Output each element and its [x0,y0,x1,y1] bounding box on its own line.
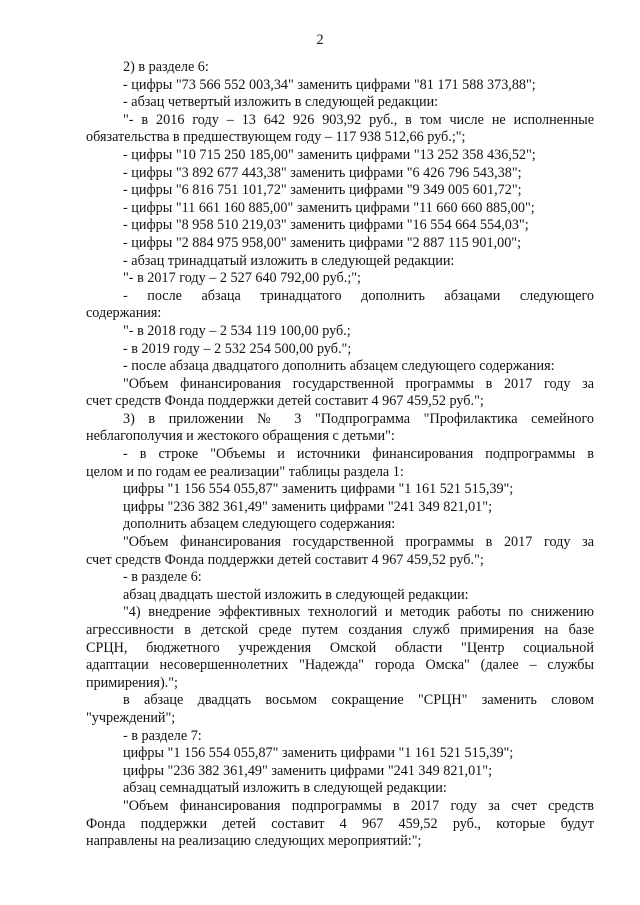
text-line: направлены на реализацию следующих мероприятий:"; [86,833,422,850]
text-line: примирения)."; [86,674,178,691]
text-line: "4) внедрение эффективных технологий и методик работы по снижению [123,604,594,621]
text-line: "- в 2016 году – 13 642 926 903,92 руб., в том числе не исполненные [123,111,594,128]
text-line: дополнить абзацем следующего содержания: [123,516,396,533]
text-line: счет средств Фонда поддержки детей составит 4 967 459,52 руб."; [86,551,484,568]
text-line: содержания: [86,305,162,322]
text-line: - цифры "3 892 677 443,38" заменить цифрами "6 426 796 543,38"; [123,164,522,181]
text-line: - цифры "2 884 975 958,00" заменить цифрами "2 887 115 901,00"; [123,234,522,251]
text-line: - цифры "8 958 510 219,03" заменить цифрами "16 554 664 554,03"; [123,217,529,234]
text-line: СРЦН, бюджетного учреждения Омской области "Центр социальной [86,639,594,656]
text-line: адаптации несовершеннолетних "Надежда" города Омска" (далее – службы [86,657,594,674]
text-line: - абзац тринадцатый изложить в следующей редакции: [123,252,455,269]
text-line: "Объем финансирования государственной программы в 2017 году за [123,375,594,392]
text-line: 2) в разделе 6: [123,59,209,75]
text-line: - после абзаца тринадцатого дополнить абзацами следующего [123,287,594,304]
text-line: - цифры "10 715 250 185,00" заменить цифрами "13 252 358 436,52"; [123,146,536,163]
text-line: абзац семнадцатый изложить в следующей редакции: [123,780,447,797]
text-line: абзац двадцать шестой изложить в следующей редакции: [123,586,469,603]
text-line: - после абзаца двадцатого дополнить абзацем следующего содержания: [123,358,555,375]
text-line: Фонда поддержки детей составит 4 967 459,52 руб., которые будут [86,815,594,832]
text-line: неблагополучия и жестокого обращения с детьми": [86,428,395,445]
text-line: "Объем финансирования подпрограммы в 2017 году за счет средств [123,797,594,814]
text-line: - абзац четвертый изложить в следующей редакции: [123,94,439,111]
text-line: цифры "236 382 361,49" заменить цифрами "241 349 821,01"; [123,498,493,515]
text-line: - в строке "Объемы и источники финансирования подпрограммы в [123,446,594,463]
text-line: цифры "1 156 554 055,87" заменить цифрами "1 161 521 515,39"; [123,481,514,498]
text-line: "Объем финансирования государственной программы в 2017 году за [123,534,594,551]
text-line: обязательства в предшествующем году – 117 938 512,66 руб.;"; [86,129,466,146]
text-line: "учреждений"; [86,709,176,726]
text-line: агрессивности в детской среде путем создания служб примирения на базе [86,622,594,638]
text-line: счет средств Фонда поддержки детей составит 4 967 459,52 руб."; [86,393,484,410]
page-number: 2 [316,32,324,48]
text-line: цифры "236 382 361,49" заменить цифрами "241 349 821,01"; [123,762,493,779]
text-line: целом и по годам ее реализации" таблицы раздела 1: [86,463,404,480]
document-body [86,59,594,851]
text-line: - цифры "11 661 160 885,00" заменить цифрами "11 660 660 885,00"; [123,199,535,216]
text-line: - в разделе 6: [123,569,202,586]
text-line: в абзаце двадцать восьмом сокращение "СРЦН" заменить словом [123,692,594,709]
text-line: "- в 2018 году – 2 534 119 100,00 руб.; [123,322,351,339]
text-line: 3) в приложении № 3 "Подпрограмма "Профилактика семейного [123,410,594,427]
text-line: - в разделе 7: [123,727,202,744]
text-line: "- в 2017 году – 2 527 640 792,00 руб.;"; [123,270,361,287]
text-line: - цифры "73 566 552 003,34" заменить цифрами "81 171 588 373,88"; [123,76,536,93]
text-line: - в 2019 году – 2 532 254 500,00 руб."; [123,340,352,357]
text-line: - цифры "6 816 751 101,72" заменить цифрами "9 349 005 601,72"; [123,182,522,199]
text-line: цифры "1 156 554 055,87" заменить цифрами "1 161 521 515,39"; [123,745,514,762]
